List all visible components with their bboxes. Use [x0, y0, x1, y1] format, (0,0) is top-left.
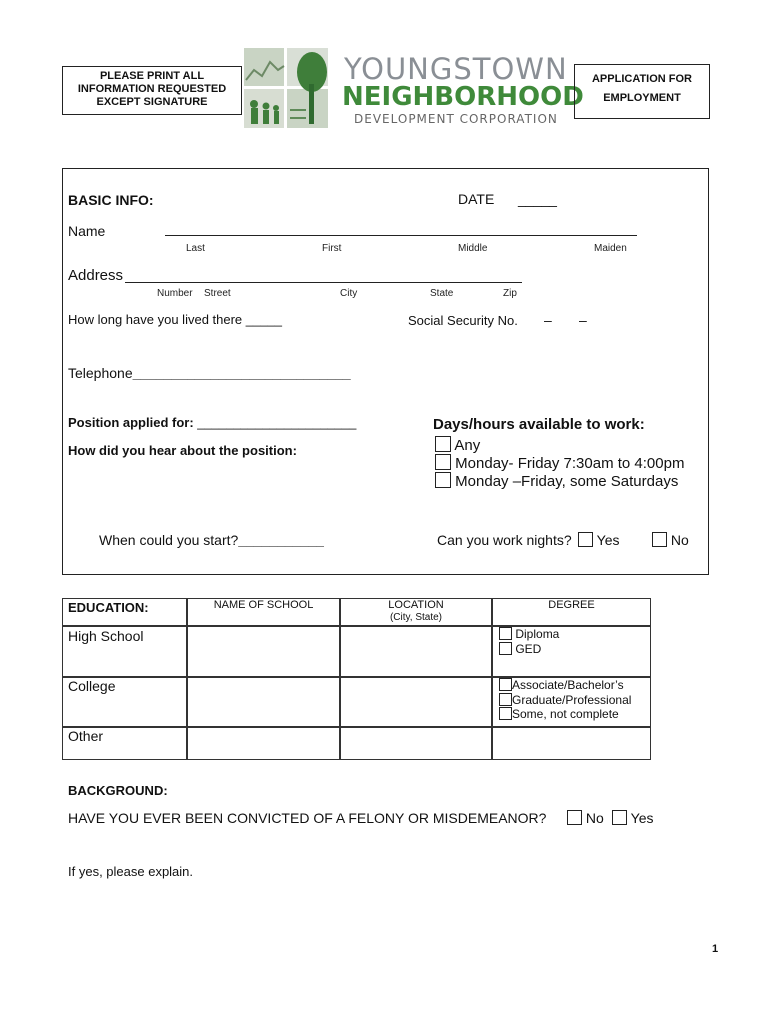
application-title-box: [574, 64, 710, 119]
location-column-header: LOCATION: [388, 599, 444, 611]
degree-option-graduate[interactable]: [499, 693, 631, 707]
residence-duration-text: How long have you lived there: [68, 312, 243, 327]
explain-label: If yes, please explain.: [68, 864, 194, 879]
checkbox[interactable]: [435, 436, 451, 452]
location-column-subheader: (City, State): [389, 612, 443, 623]
logo-line-1: YOUNGSTOWN: [344, 52, 568, 86]
nights-no-label: No: [670, 532, 689, 548]
degree-column-header: DEGREE: [548, 599, 595, 611]
position-text: Position applied for:: [68, 415, 194, 430]
page-number: 1: [712, 943, 719, 955]
conviction-no-option[interactable]: [567, 810, 604, 826]
checkbox[interactable]: [612, 810, 627, 825]
name-part-middle: Middle: [458, 243, 488, 254]
other-label: Other: [68, 728, 104, 744]
address-part-street: Street: [204, 288, 231, 299]
degree-option-label: Graduate/Professional: [512, 693, 632, 707]
nights-yes-label: Yes: [596, 532, 620, 548]
checkbox[interactable]: [499, 642, 512, 655]
degree-option-diploma[interactable]: [499, 627, 559, 641]
availability-heading: Days/hours available to work:: [433, 416, 645, 433]
start-date-label: [99, 532, 324, 548]
availability-option-saturdays[interactable]: [435, 472, 678, 490]
degree-option-label: Some, not complete: [512, 707, 619, 721]
residence-duration-label: [68, 312, 282, 327]
conviction-yes-label: Yes: [630, 810, 654, 826]
college-label: College: [68, 678, 116, 694]
name-field[interactable]: [165, 221, 637, 236]
background-heading: BACKGROUND:: [68, 783, 168, 798]
name-part-maiden: Maiden: [594, 243, 627, 254]
availability-option-any[interactable]: [435, 436, 480, 454]
high-school-name-cell[interactable]: [187, 626, 340, 677]
ssn-label: Social Security No.: [408, 313, 518, 328]
college-name-cell[interactable]: [187, 677, 340, 727]
other-degree-cell[interactable]: [492, 727, 651, 760]
school-column-header: NAME OF SCHOOL: [213, 599, 314, 611]
ssn-dash: –: [579, 312, 587, 328]
checkbox[interactable]: [499, 707, 512, 720]
degree-option-associate[interactable]: [499, 678, 624, 692]
availability-option-label: Any: [454, 437, 481, 454]
address-part-number: Number: [157, 288, 193, 299]
checkbox[interactable]: [578, 532, 593, 547]
name-part-last: Last: [186, 243, 205, 254]
address-part-state: State: [430, 288, 454, 299]
education-heading: EDUCATION:: [68, 600, 149, 615]
print-instructions-line: INFORMATION REQUESTED: [77, 83, 227, 95]
degree-option-label: GED: [515, 642, 542, 656]
high-school-label: High School: [68, 628, 144, 644]
basic-info-heading: BASIC INFO:: [68, 192, 154, 208]
checkbox[interactable]: [567, 810, 582, 825]
telephone-label: [68, 365, 351, 381]
checkbox[interactable]: [435, 454, 451, 470]
print-instructions-box: [62, 66, 242, 115]
position-label: [68, 415, 356, 430]
nights-yes-option[interactable]: [578, 532, 619, 548]
checkbox[interactable]: [499, 693, 512, 706]
degree-option-label: Diploma: [515, 627, 560, 641]
date-label: DATE: [458, 191, 495, 207]
checkbox[interactable]: [435, 472, 451, 488]
conviction-yes-option[interactable]: [612, 810, 653, 826]
telephone-text: Telephone: [68, 365, 133, 381]
degree-option-some[interactable]: [499, 707, 619, 721]
name-label: Name: [68, 223, 106, 239]
address-part-zip: Zip: [503, 288, 517, 299]
position-field[interactable]: ______________________: [197, 415, 357, 430]
availability-option-label: Monday- Friday 7:30am to 4:00pm: [455, 455, 685, 472]
logo-line-2: NEIGHBORHOOD: [342, 82, 584, 112]
referral-label: How did you hear about the position:: [68, 443, 297, 458]
nights-no-option[interactable]: [652, 532, 689, 548]
address-label: Address: [68, 267, 124, 284]
residence-duration-field[interactable]: _____: [245, 312, 282, 327]
other-location-cell[interactable]: [340, 727, 492, 760]
logo-line-3: DEVELOPMENT CORPORATION: [354, 112, 558, 126]
start-date-field[interactable]: ___________: [238, 532, 324, 548]
availability-option-weekdays[interactable]: [435, 454, 684, 472]
name-part-first: First: [322, 243, 342, 254]
telephone-field[interactable]: ____________________________: [132, 365, 351, 381]
degree-option-ged[interactable]: [499, 642, 541, 656]
start-date-text: When could you start?: [99, 532, 239, 548]
ssn-dash: –: [544, 312, 552, 328]
address-part-city: City: [340, 288, 358, 299]
logo-emblem-icon: [244, 48, 328, 128]
degree-option-label: Associate/Bachelor’s: [512, 678, 624, 692]
checkbox[interactable]: [499, 678, 512, 691]
other-name-cell[interactable]: [187, 727, 340, 760]
checkbox[interactable]: [652, 532, 667, 547]
application-title-line: APPLICATION FOR: [591, 73, 692, 85]
college-location-cell[interactable]: [340, 677, 492, 727]
address-field[interactable]: [125, 268, 522, 283]
print-instructions-line: PLEASE PRINT ALL: [99, 70, 205, 82]
high-school-location-cell[interactable]: [340, 626, 492, 677]
organization-logo: [244, 48, 584, 128]
conviction-question: HAVE YOU EVER BEEN CONVICTED OF A FELONY OR MISDEMEANOR?: [68, 810, 547, 826]
nights-label: Can you work nights?: [437, 532, 572, 548]
date-field[interactable]: _____: [518, 191, 557, 207]
conviction-no-label: No: [585, 810, 604, 826]
checkbox[interactable]: [499, 627, 512, 640]
availability-option-label: Monday –Friday, some Saturdays: [455, 473, 679, 490]
application-title-line: EMPLOYMENT: [603, 92, 681, 104]
print-instructions-line: EXCEPT SIGNATURE: [96, 96, 208, 108]
